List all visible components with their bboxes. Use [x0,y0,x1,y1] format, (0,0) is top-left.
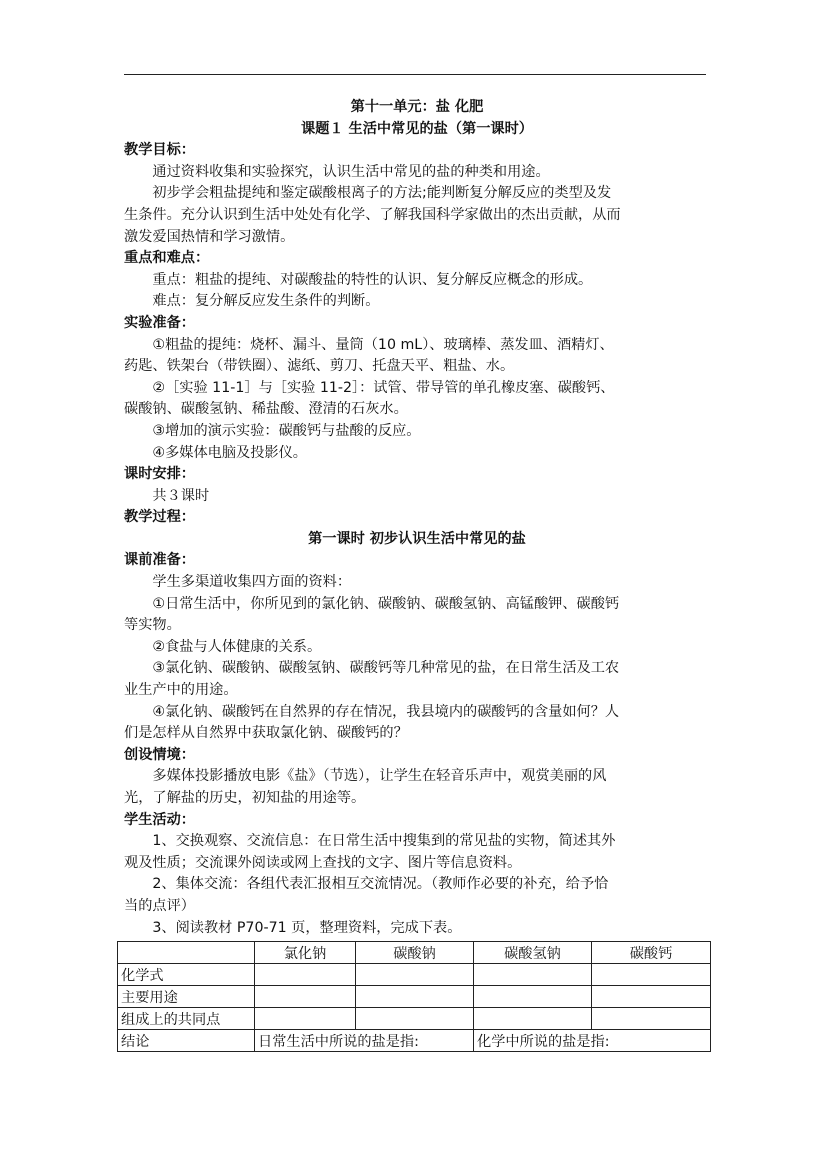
goals-line: 生条件。充分认识到生活中处处有化学、了解我国科学家做出的杰出贡献，从而 [124,206,621,223]
key-heading: 重点和难点： [124,250,210,267]
row-label: 化学式 [118,964,255,986]
table-row [118,986,711,1008]
first-lesson-title: 第一课时 初步认识生活中常见的盐 [308,530,526,547]
schedule-heading: 课时安排： [124,466,195,483]
table-cell [474,964,592,986]
table-row [118,964,711,986]
pre-line: 等实物。 [124,617,181,634]
document-body [124,97,710,939]
prep-line: ③增加的演示实验：碳酸钙与盐酸的反应。 [152,422,421,439]
pre-line: ③氯化钠、碳酸钠、碳酸氢钠、碳酸钙等几种常见的盐，在日常生活及工农 [152,660,620,677]
prep-line: ②［实验 11-1］与［实验 11-2］：试管、带导管的单孔橡皮塞、碳酸钙、 [152,379,615,396]
table-cell [255,986,356,1008]
key-line: 重点：粗盐的提纯、对碳酸盐的特性的认识、复分解反应概念的形成。 [152,271,593,288]
table-cell [474,986,592,1008]
table-header-cell: 碳酸氢钠 [474,942,592,964]
row-label: 主要用途 [118,986,255,1008]
conclusion-daily-cell: 日常生活中所说的盐是指: [255,1030,474,1052]
table-cell [474,1008,592,1030]
table-cell [255,1008,356,1030]
prep-heading: 实验准备： [124,314,195,331]
table-cell [592,964,711,986]
table-cell [356,1008,474,1030]
activity-line: 当的点评） [124,897,195,914]
pre-line: ①日常生活中，你所见到的氯化钠、碳酸钠、碳酸氢钠、高锰酸钾、碳酸钙 [152,595,620,612]
conclusion-chem-cell: 化学中所说的盐是指: [474,1030,711,1052]
table-header-cell [118,942,255,964]
row-label: 组成上的共同点 [118,1008,255,1030]
scene-line: 多媒体投影播放电影《盐》（节选），让学生在轻音乐声中，观赏美丽的风 [152,768,607,785]
pre-line: ④氯化钠、碳酸钙在自然界的存在情况，我县境内的碳酸钙的含量如何？人 [152,703,620,720]
scene-heading: 创设情境： [124,746,195,763]
table-header-row [118,942,711,964]
pre-line: ②食盐与人体健康的关系。 [152,638,322,655]
goals-line: 激发爱国热情和学习激情。 [124,228,295,245]
schedule-line: 共３课时 [152,487,210,504]
prep-line: ④多媒体电脑及投影仪。 [152,444,307,461]
key-line: 难点：复分解反应发生条件的判断。 [152,293,380,310]
activity-line: 2、集体交流：各组代表汇报相互交流情况。（教师作必要的补充，给予恰 [152,876,609,893]
activity-line: 观及性质；交流课外阅读或网上查找的文字、图片等信息资料。 [124,854,522,871]
table-cell [255,964,356,986]
activity-line: 1、交换观察、交流信息：在日常生活中搜集到的常见盐的实物，简述其外 [152,833,616,850]
pre-line: 业生产中的用途。 [124,682,238,699]
goals-line: 通过资料收集和实验探究，认识生活中常见的盐的种类和用途。 [152,163,550,180]
pre-line: 学生多渠道收集四方面的资料： [152,574,352,591]
unit-title: 第十一单元：盐 化肥 [350,99,484,115]
table-cell [592,1008,711,1030]
table-cell [356,964,474,986]
salt-summary-table [117,941,711,1052]
goals-line: 初步学会粗盐提纯和鉴定碳酸根离子的方法;能判断复分解反应的类型及发 [152,185,612,202]
activity-heading: 学生活动： [124,811,195,828]
lesson-topic-title: 课题１ 生活中常见的盐（第一课时） [301,120,533,137]
process-heading: 教学过程： [124,509,195,526]
conclusion-label: 结论 [118,1030,255,1052]
table-header-cell: 碳酸钠 [356,942,474,964]
table-cell [356,986,474,1008]
table-row [118,1008,711,1030]
pre-line: 们是怎样从自然界中获取氯化钠、碳酸钙的？ [124,725,408,742]
scene-line: 光，了解盐的历史，初知盐的用途等。 [124,790,366,806]
prep-line: 药匙、铁架台（带铁圈）、滤纸、剪刀、托盘天平、粗盐、水。 [124,358,515,375]
conclusion-row [118,1030,711,1052]
table-header-cell: 碳酸钙 [592,942,711,964]
activity-line: 3、阅读教材 P70-71 页，整理资料，完成下表。 [152,919,462,936]
prep-line: ①粗盐的提纯：烧杯、漏斗、量筒（10 mL）、玻璃棒、蒸发皿、酒精灯、 [152,336,614,353]
goals-heading: 教学目标： [124,142,195,159]
prep-line: 碳酸钠、碳酸氢钠、稀盐酸、澄清的石灰水。 [124,401,408,418]
header-rule [124,74,706,75]
table-cell [592,986,711,1008]
pre-heading: 课前准备： [124,552,195,569]
table-header-cell: 氯化钠 [255,942,356,964]
